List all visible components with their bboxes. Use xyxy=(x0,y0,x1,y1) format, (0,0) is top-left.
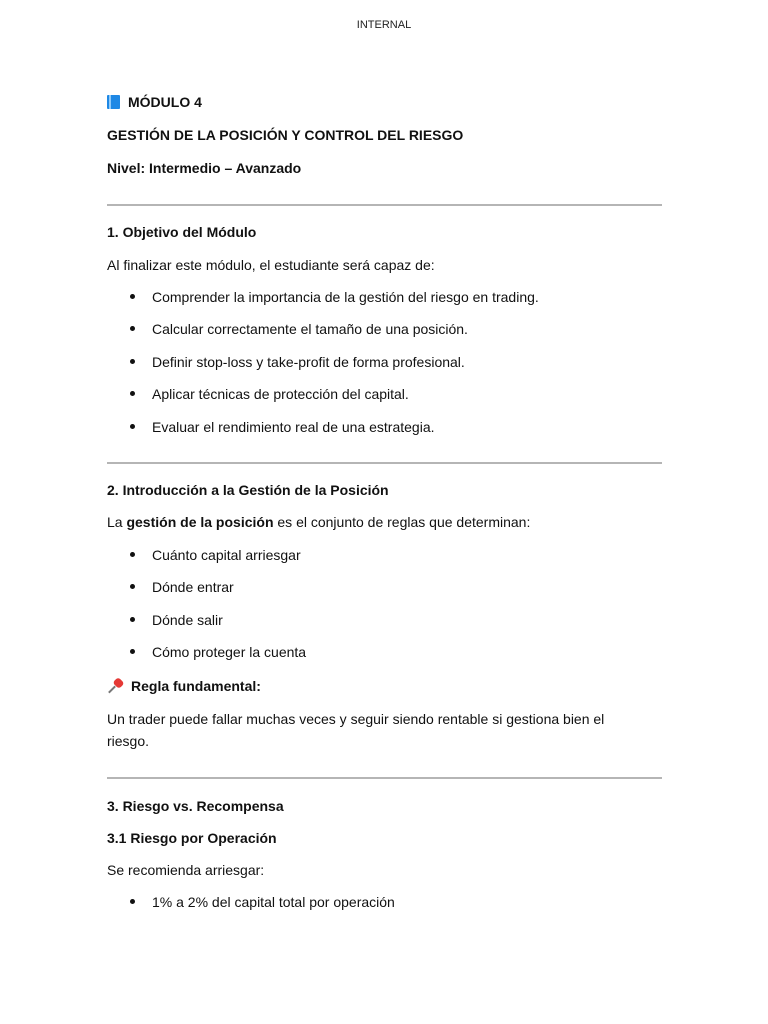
section-3-subheading: 3.1 Riesgo por Operación xyxy=(107,830,277,846)
bullet-icon xyxy=(130,899,135,904)
module-label xyxy=(107,91,202,113)
pushpin-icon xyxy=(107,678,124,695)
bullet-icon xyxy=(130,617,135,622)
bullet-icon xyxy=(130,391,135,396)
rule-label: Regla fundamental: xyxy=(131,678,261,694)
section-3-list xyxy=(107,891,395,923)
list-item: Dónde entrar xyxy=(107,576,306,608)
divider xyxy=(107,462,662,464)
section-3-intro: Se recomienda arriesgar: xyxy=(107,862,265,878)
bullet-icon xyxy=(130,424,135,429)
book-icon xyxy=(107,94,121,110)
module-label-text: MÓDULO 4 xyxy=(128,94,202,110)
list-item: Evaluar el rendimiento real de una estrategia. xyxy=(107,416,539,448)
section-2-heading: 2. Introducción a la Gestión de la Posición xyxy=(107,482,389,498)
classification-label: INTERNAL xyxy=(356,19,412,31)
list-item: Comprender la importancia de la gestión del riesgo en trading. xyxy=(107,286,539,318)
list-item: Calcular correctamente el tamaño de una posición. xyxy=(107,318,539,350)
divider xyxy=(107,204,662,206)
list-item: Dónde salir xyxy=(107,609,306,641)
module-title: GESTIÓN DE LA POSICIÓN Y CONTROL DEL RIESGO xyxy=(107,127,464,143)
list-item: Definir stop-loss y take-profit de forma profesional. xyxy=(107,351,539,383)
bullet-icon xyxy=(130,584,135,589)
bullet-icon xyxy=(130,294,135,299)
divider xyxy=(107,777,662,779)
bullet-icon xyxy=(130,359,135,364)
section-2-list xyxy=(107,544,306,674)
bullet-icon xyxy=(130,326,135,331)
module-level: Nivel: Intermedio – Avanzado xyxy=(107,160,302,176)
list-item: Cuánto capital arriesgar xyxy=(107,544,306,576)
bullet-icon xyxy=(130,649,135,654)
section-3-heading: 3. Riesgo vs. Recompensa xyxy=(107,798,284,814)
rule-text: Un trader puede fallar muchas veces y seguir siendo rentable si gestiona bien el riesgo. xyxy=(107,711,605,749)
rule-callout xyxy=(107,675,261,697)
bullet-icon xyxy=(130,552,135,557)
list-item: Aplicar técnicas de protección del capital. xyxy=(107,383,539,415)
list-item: Cómo proteger la cuenta xyxy=(107,641,306,673)
key-term: gestión de la posición xyxy=(126,514,274,530)
list-item: 1% a 2% del capital total por operación xyxy=(107,891,395,923)
section-1-heading: 1. Objetivo del Módulo xyxy=(107,224,257,240)
section-1-intro: Al finalizar este módulo, el estudiante será capaz de: xyxy=(107,257,435,273)
section-1-list xyxy=(107,286,539,448)
section-2-intro: La gestión de la posición es el conjunto de reglas que determinan: xyxy=(107,514,531,530)
